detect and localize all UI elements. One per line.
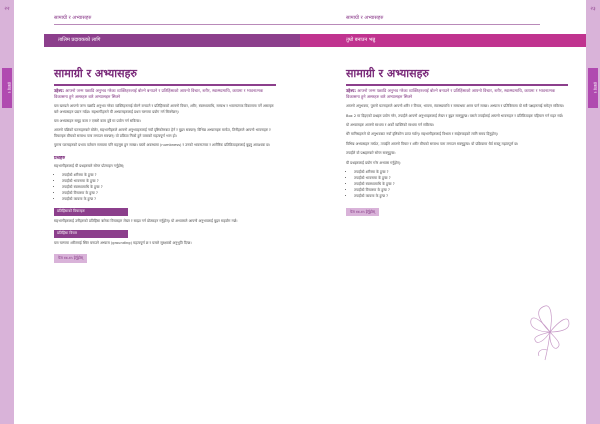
list-item: • तपाईंको कायमा के हुन्छ ? <box>62 197 276 202</box>
intro-label-left: उद्देश्य: <box>54 88 64 93</box>
paragraph: आफ्नो अनुभवमा, पुरानो घटनाहरुले आफ्नो शरीर र विचार, भावना, स्वास्थ्यमाथि र सम्बन्धमा असर पार्न सक्छ। अभ्यास र प्रतिबिम्बमा यो सबै पक्षहरुलाई समेट्न सकिन्छ। <box>346 104 565 109</box>
running-rule-left <box>54 24 300 25</box>
content-right <box>346 88 568 216</box>
intro-left <box>54 88 276 99</box>
paragraph: यस चरणमा शरीरलाई स्थिर बनाउने अभ्यास (grounding) महत्वपूर्ण छ र यसले सुरक्षाको अनुभूति दिन्छ। <box>54 240 192 245</box>
subheading-questions: प्रश्नहरु <box>54 155 66 161</box>
list-item: • तपाईंको भावनामा के हुन्छ ? <box>62 179 276 184</box>
paragraph: यस अभ्यासहरु समूह काम र एक्लो काम दुबै मा प्रयोग गर्न सकिन्छ। <box>54 119 141 123</box>
list-item: • तपाईंको स्वास्थ्यमाथि के हुन्छ ? <box>354 182 568 187</box>
list-item: • तपाईंको भावनामा के हुन्छ ? <box>354 176 568 181</box>
intro-text-right: आफ्नो जन्म पछाडि अनुभव गरेका व्यक्तिहरुलाई बोल्ने बनाउने र प्रतिहिंसाको आफ्नो विचार, शरीर, स्वास्थ्यमाथि, कायमा र भावनात्मक विकासमा हुने असरहरु बारे अभ्यासहरु सिक्ने <box>346 88 555 99</box>
right-page <box>300 0 586 424</box>
flower-illustration <box>525 302 575 362</box>
paragraph: विभिन्न अभ्यासहरु मार्फत, तपाईंले आफ्नो विचार र शरीर बीचको सम्बन्ध पत्ता लगाउन सक्नुहुन्छ। यो प्रक्रियामा धैर्य राख्नु महत्वपूर्ण छ। <box>346 141 519 146</box>
content-left <box>54 88 276 263</box>
intro-right <box>346 88 568 99</box>
paragraph: यी प्रश्नहरुलाई प्रयोग गरेर अभ्यास गर्नुहोस्: <box>346 160 401 165</box>
paragraph: पुराना घटनाहरुको प्रभाव वर्तमान समयमा पनि महसुस हुन सक्छ। यस्तो अवस्थामा (numbness) र उनको भावनात्मक र शारीरिक प्रतिक्रियाहरुलाई बुझ्नु आवश्यक छ। <box>54 143 271 148</box>
list-item: • तपाईंको कायमा के हुन्छ ? <box>354 194 568 199</box>
page-number-left: २२ <box>4 6 10 12</box>
left-page <box>14 0 300 424</box>
left-page-edge <box>0 0 14 424</box>
page-number-right: २३ <box>590 6 596 12</box>
running-head-left: सामाग्री र अभ्यासहरु <box>54 15 92 21</box>
running-rule-right <box>300 24 540 25</box>
page-reference-left: पेज ४४-४५ हेर्नुहोस् <box>54 254 87 262</box>
intro-text-left: आफ्नो जन्म पछाडि अनुभव गरेका व्यक्तिहरुलाई बोल्ने बनाउने र प्रतिहिंसाको आफ्नो विचार, शरीर, स्वास्थ्यमाथि, कायमा र भावनात्मक विकासमा हुने असरहरु बारे अभ्यासहरु सिक्ने <box>54 88 263 99</box>
running-head-right: सामाग्री र अभ्यासहरु <box>346 15 384 21</box>
paragraph: तपाईंले यो प्रश्नहरुबारे सोच्न सक्नुहुन्छ: <box>346 151 396 156</box>
section-pill: प्रतिहिंसा विचार <box>54 230 128 237</box>
page-title-left: सामाग्री र अभ्यासहरु <box>54 67 137 80</box>
title-rule-left <box>54 84 276 86</box>
list-item: • तपाईंको शरीरमा के हुन्छ ? <box>354 170 568 175</box>
paragraph: यो अभ्यासहरु आफ्नो साथमा र अर्को व्यक्तिको साथमा गर्न सकिन्छ। <box>346 123 435 127</box>
question-list-left <box>54 173 276 202</box>
paragraph: सहभागीहरुलाई यी प्रश्नहरुबारे सोच्न प्रोत्साहन गर्नुहोस्: <box>54 164 125 169</box>
page-title-right: सामाग्री र अभ्यासहरु <box>346 67 429 80</box>
paragraph: सहभागीहरुलाई उनीहरुको प्रतिहिंसा बारेका विचारहरु लेख्न र साझा गर्न प्रोत्साहन गर्नुहोस्। यो अभ्यासले आफ्नो अनुभवलाई बुझ्न सहयोग गर्छ। <box>54 218 238 223</box>
title-rule-right <box>346 84 568 86</box>
paragraph: आफ्नो पछिको घटनाहरुबारे बोलेर, सहभागीहरुले आफ्नो अनुभवहरुलाई नयाँ दृष्टिकोणबाट हेर्न र बुझ्न सक्छन्। विभिन्न अभ्यासहरु मार्फत, तिनीहरुले आफ्नो भावनाहरु र विचारहरु बीचको सम्बन्ध पत्ता लगाउन सक्छन्। यो प्रक्रिया निको हुने यात्राको महत्वपूर्ण भाग हो। <box>54 128 271 138</box>
paragraph: यस खण्डले आफ्नो जन्म पछाडि अनुभव गरेका व्यक्तिहरुलाई बोल्ने बनाउने र प्रतिहिंसाको आफ्नो विचार, शरीर, स्वास्थ्यमाथि, सम्बन्ध र भावनात्मक विकासमा पर्ने असरहरु बारे अभ्यासहरु प्रदान गर्दछ। सहभागीहरुले यी अभ्यासहरुलाई प्रथम चरणमा प्रयोग गर्न सिक्नेछन्। <box>54 104 274 114</box>
paragraph: Box 2 मा दिइएको प्रश्नहरु प्रयोग गरेर, तपाईंले आफ्नो अनुभवहरुलाई लेख्न र बुझ्न सक्नुहुन्छ। यसले तपाईंलाई आफ्नो भावनाहरु र प्रतिक्रियाहरु पहिचान गर्न मद्दत गर्छ। <box>346 113 564 118</box>
question-list-right <box>346 170 568 199</box>
right-page-edge <box>586 0 600 424</box>
section-band-left: तालिम प्रदायकको लागि <box>44 34 300 47</box>
list-item: • तपाईंको विचारमा के हुन्छ ? <box>354 188 568 193</box>
list-item: • तपाईंको शरीरमा के हुन्छ ? <box>62 173 276 178</box>
page-reference-right: पेज ४४-४५ हेर्नुहोस् <box>346 208 379 216</box>
section-pill: प्रतिहिंसाको विचारहरु <box>54 208 128 215</box>
intro-label-right: उद्देश्य: <box>346 88 356 93</box>
section-band-right: तुम्रो बनाउन भन्नु <box>300 34 586 47</box>
list-item: • तपाईंको विचारमा के हुन्छ ? <box>62 191 276 196</box>
unit-tab-left: इकाइ २ <box>2 68 12 108</box>
paragraph: धेरै मानिसहरुले यो अनुभवबाट नयाँ दृष्टिकोण प्राप्त गर्छन्। सहभागीहरुलाई विश्राम र स्वहेरचाहको लागि समय दिनुहोस्। <box>346 132 498 137</box>
list-item: • तपाईंको स्वास्थ्यमाथि के हुन्छ ? <box>62 185 276 190</box>
unit-tab-right: इकाइ २ <box>588 68 598 108</box>
